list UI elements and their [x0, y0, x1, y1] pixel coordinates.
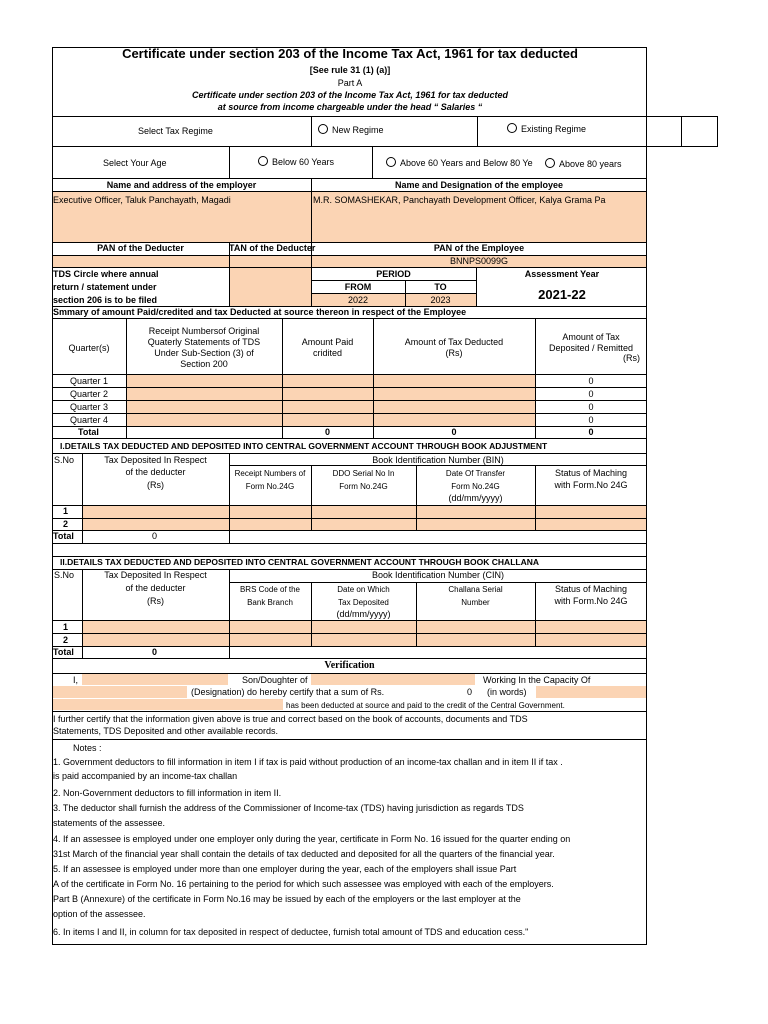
- radio-icon: [507, 123, 517, 133]
- challan-total-value: 0: [152, 647, 158, 657]
- note-line: 3. The deductor shall furnish the address of the Commissioner of Income-tax (TDS) having jurisdiction as regards TDS: [53, 803, 524, 813]
- summary-total-deposited: 0: [588, 427, 594, 437]
- further-certify-line-2: Statements, TDS Deposited and other available records.: [53, 726, 278, 736]
- challan-row-2: 2: [63, 635, 69, 645]
- below-60-radio[interactable]: Below 60 Years: [258, 156, 334, 168]
- challan-total-label: Total: [53, 647, 74, 657]
- radio-icon: [386, 157, 396, 167]
- quarter-3-deposited: 0: [588, 402, 594, 412]
- note-line: option of the assessee.: [53, 909, 146, 919]
- quarter-4-deposited: 0: [588, 415, 594, 425]
- tax-regime-label: Select Tax Regime: [138, 126, 213, 136]
- pan-deductor-label: PAN of the Deducter: [97, 243, 184, 253]
- working-capacity-label: Working In the Capacity Of: [483, 675, 591, 685]
- tds-circle-line-3: section 206 is to be filed: [53, 295, 158, 305]
- 60-to-80-radio[interactable]: Above 60 Years and Below 80 Ye: [386, 157, 544, 169]
- quarter-col-header: Quarter(s): [68, 343, 110, 353]
- new-regime-radio[interactable]: New Regime: [318, 124, 384, 136]
- cin-header: Book Identification Number (CIN): [371, 570, 505, 580]
- note-line: 1. Government deductors to fill information in item I if tax is paid without production of an income-tax challan and in item II if tax .: [53, 757, 563, 767]
- book-c2-line-1: DDO Serial No In: [332, 469, 395, 478]
- challan-title: II.DETAILS TAX DEDUCTED AND DEPOSITED INTO CENTRAL GOVERNMENT ACCOUNT THROUGH BOOK CHALLANA: [60, 557, 539, 567]
- employee-header: Name and Designation of the employee: [394, 180, 564, 190]
- quarter-3-label: Quarter 3: [69, 402, 109, 412]
- quarter-1-deposited: 0: [588, 376, 594, 386]
- tds-circle-line-1: TDS Circle where annual: [53, 269, 159, 279]
- challan-taxdep-line-1: Tax Deposited In Respect: [104, 570, 207, 580]
- challan-c2-line-1: Date on Which: [337, 585, 390, 594]
- challan-c3-line-2: Number: [461, 598, 490, 607]
- challan-taxdep-line-3: (Rs): [147, 596, 164, 606]
- receipt-col-line-4: Section 200: [180, 359, 228, 369]
- note-line: 5. If an assessee is employed under more than one employer during the year, each of the employers shall issue Part: [53, 864, 517, 874]
- to-label: TO: [434, 282, 447, 292]
- tds-circle-line-2: return / statement under: [53, 282, 157, 292]
- certified-sum[interactable]: 0: [467, 687, 473, 697]
- deducted-statement: has been deducted at source and paid to the credit of the Central Government.: [286, 701, 565, 710]
- pan-employee-label: PAN of the Employee: [433, 243, 525, 253]
- form-title: Certificate under section 203 of the Income Tax Act, 1961 for tax deducted: [122, 46, 578, 61]
- challan-c1-line-2: Bank Branch: [247, 598, 293, 607]
- book-taxdep-line-2: of the deducter: [125, 467, 186, 477]
- quarter-2-deposited: 0: [588, 389, 594, 399]
- quarter-2-label: Quarter 2: [69, 389, 109, 399]
- note-line: 2. Non-Government deductors to fill information in item II.: [53, 788, 282, 798]
- challan-c2-line-3: (dd/mm/yyyy): [336, 609, 391, 619]
- above-80-radio[interactable]: Above 80 years: [545, 158, 625, 170]
- existing-regime-radio[interactable]: Existing Regime: [507, 123, 586, 135]
- book-taxdep-line-3: (Rs): [147, 480, 164, 490]
- rule-reference: [See rule 31 (1) (a)]: [309, 65, 391, 75]
- note-line: A of the certificate in Form No. 16 pertaining to the period for which such assessee was employed with each of the employers.: [53, 879, 554, 889]
- book-c2-line-2: Form No.24G: [339, 482, 388, 491]
- notes-title: Notes :: [73, 743, 102, 753]
- note-line: 6. In items I and II, in column for tax deposited in respect of deductee, furnish total amount of TDS and education cess.": [53, 927, 529, 937]
- radio-icon: [318, 124, 328, 134]
- receipt-col-line-2: Quaterly Statements of TDS: [147, 337, 261, 347]
- book-taxdep-line-1: Tax Deposited In Respect: [104, 455, 207, 465]
- book-row-1: 1: [63, 506, 69, 516]
- note-line: 4. If an assessee is employed under one employer only during the year, certificate in Form No. 16 issued for the quarter ending on: [53, 834, 571, 844]
- subtitle-line-2: at source from income chargeable under the head “ Salaries “: [217, 102, 483, 112]
- to-year[interactable]: 2023: [430, 295, 451, 305]
- quarter-4-label: Quarter 4: [69, 415, 109, 425]
- note-line: statements of the assessee.: [53, 818, 166, 828]
- pan-employee-value[interactable]: BNNPS0099G: [449, 256, 509, 266]
- receipt-col-line-3: Under Sub-Section (3) of: [154, 348, 254, 358]
- challan-c4-line-2: with Form.No 24G: [554, 596, 628, 606]
- paid-col-line-2: cridited: [312, 348, 342, 358]
- summary-total-label: Total: [78, 427, 99, 437]
- deposited-col-line-2: Deposited / Remitted: [548, 343, 634, 353]
- quarter-1-label: Quarter 1: [69, 376, 109, 386]
- employer-name[interactable]: Executive Officer, Taluk Panchayath, Magadi: [53, 195, 231, 205]
- verification-i: I,: [73, 675, 79, 685]
- book-c1-line-2: Form No.24G: [245, 482, 295, 491]
- challan-sno-header: S.No: [54, 570, 75, 580]
- book-row-2: 2: [63, 519, 69, 529]
- receipt-col-line-1: Receipt Numbersof Original: [148, 326, 260, 336]
- radio-icon: [258, 156, 268, 166]
- assessment-year-label: Assessment Year: [524, 269, 600, 279]
- further-certify-line-1: I further certify that the information given above is true and correct based on the book of accounts, documents and TDS: [53, 714, 528, 724]
- challan-taxdep-line-2: of the deducter: [125, 583, 186, 593]
- note-line: 31st March of the financial year shall contain the details of tax deducted and deposited for all the quarters of the financial year.: [53, 849, 555, 859]
- tan-deductor-label: TAN of the Deducter: [229, 243, 316, 253]
- bin-header: Book Identification Number (BIN): [372, 455, 504, 465]
- book-adjustment-title: I.DETAILS TAX DEDUCTED AND DEPOSITED INTO CENTRAL GOVERNMENT ACCOUNT THROUGH BOOK ADJUSTMENT: [60, 441, 548, 451]
- paid-col-line-1: Amount Paid: [301, 337, 354, 347]
- book-total-label: Total: [53, 531, 74, 541]
- period-label: PERIOD: [376, 269, 411, 279]
- in-words-label: (in words): [487, 687, 527, 697]
- challan-c4-line-1: Status of Maching: [554, 584, 628, 594]
- age-label: Select Your Age: [103, 158, 167, 168]
- designation-text: (Designation) do hereby certify that a sum of Rs.: [191, 687, 385, 697]
- summary-title: Smmary of amount Paid/credited and tax Deducted at source thereon in respect of the Employee: [53, 307, 467, 317]
- verification-title: Verification: [324, 660, 375, 671]
- from-label: FROM: [344, 282, 372, 292]
- subtitle-line-1: Certificate under section 203 of the Income Tax Act, 1961 for tax deducted: [192, 90, 508, 100]
- part-label: Part A: [337, 78, 363, 88]
- book-c1-line-1: Receipt Numbers of: [234, 469, 306, 478]
- note-line: Part B (Annexure) of the certificate in Form No.16 may be issued by each of the employers or the last employer at the: [53, 894, 521, 904]
- book-c3-line-2: Form No.24G: [451, 482, 500, 491]
- note-line: is paid accompanied by an income-tax challan: [53, 771, 238, 781]
- challan-c1-line-1: BRS Code of the: [239, 585, 301, 594]
- summary-total-tax: 0: [451, 427, 457, 437]
- book-c3-line-1: Date Of Transfer: [445, 469, 506, 478]
- book-c4-line-2: with Form.No 24G: [554, 480, 628, 490]
- tax-col-line-1: Amount of Tax Deducted: [404, 337, 504, 347]
- tax-col-line-2: (Rs): [445, 348, 463, 358]
- employer-header: Name and address of the employer: [106, 180, 257, 190]
- radio-icon: [545, 158, 555, 168]
- summary-total-paid: 0: [324, 427, 330, 437]
- deposited-col-line-1: Amount of Tax: [562, 332, 620, 342]
- son-daughter-label: Son/Doughter of: [242, 675, 308, 685]
- book-c4-line-1: Status of Maching: [554, 468, 628, 478]
- employee-name[interactable]: M.R. SOMASHEKAR, Panchayath Development Officer, Kalya Grama Pa: [313, 195, 606, 205]
- book-sno-header: S.No: [54, 455, 75, 465]
- challan-c2-line-2: Tax Deposited: [338, 598, 389, 607]
- assessment-year-value: 2021-22: [538, 287, 586, 302]
- book-total-value: 0: [152, 531, 158, 541]
- from-year[interactable]: 2022: [347, 295, 369, 305]
- challan-c3-line-1: Challana Serial: [448, 585, 503, 594]
- book-c3-line-3: (dd/mm/yyyy): [448, 493, 503, 503]
- deposited-col-line-3: (Rs): [623, 353, 640, 363]
- challan-row-1: 1: [63, 622, 69, 632]
